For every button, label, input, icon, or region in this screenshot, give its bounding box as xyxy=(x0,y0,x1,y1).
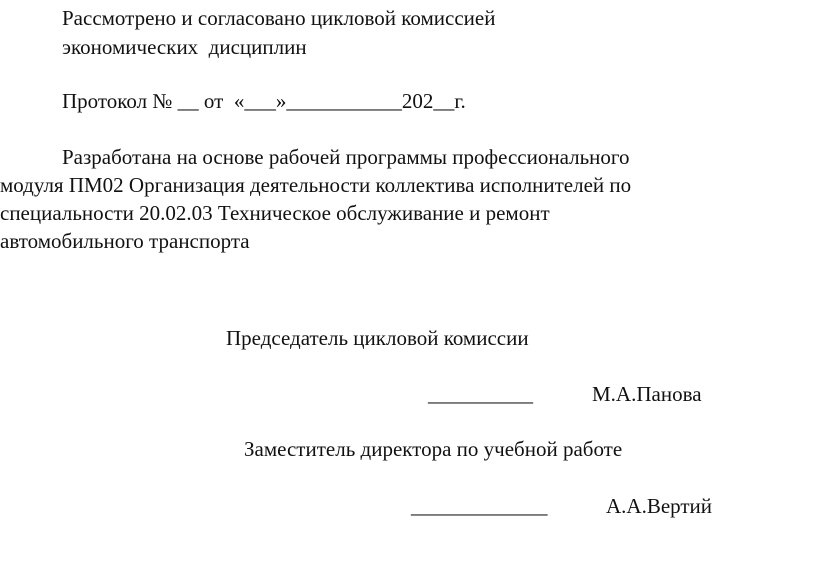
chair-name: М.А.Панова xyxy=(592,382,702,406)
protocol-line: Протокол № __ от «___»___________202__г. xyxy=(62,89,466,113)
chair-signature-line: __________ xyxy=(428,382,533,406)
deputy-name: А.А.Вертий xyxy=(606,494,713,518)
basis-line-2: модуля ПМ02 Организация деятельности коллектива исполнителей по xyxy=(0,173,632,197)
deputy-signature-line: _____________ xyxy=(411,494,548,518)
chair-title: Председатель цикловой комиссии xyxy=(226,326,529,350)
deputy-title: Заместитель директора по учебной работе xyxy=(244,437,623,461)
basis-line-4: автомобильного транспорта xyxy=(0,229,250,253)
basis-line-1: Разработана на основе рабочей программы профессионального xyxy=(62,145,630,169)
review-line-2: экономических дисциплин xyxy=(62,35,307,59)
review-line-1: Рассмотрено и согласовано цикловой комиссией xyxy=(62,6,496,30)
basis-line-3: специальности 20.02.03 Техническое обслуживание и ремонт xyxy=(0,201,550,225)
